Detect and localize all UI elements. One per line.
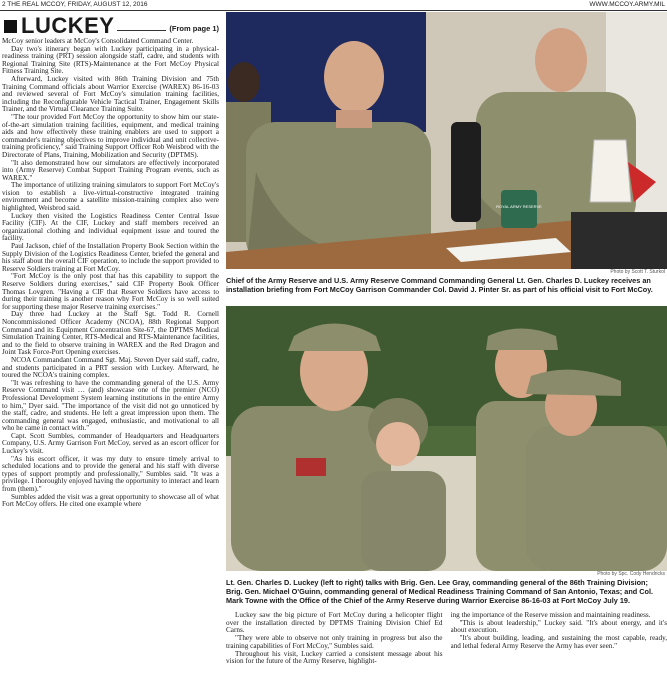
article-paragraph: Throughout his visit, Luckey carried a consistent message about his vision for the future of the Army Reserve, highlight- bbox=[226, 649, 443, 666]
article-paragraph: "The tour provided Fort McCoy the opportunity to show him our state-of-the-art simulation training facilities, equipment, and medical training aids and how effectively these training enablers are used to support a commander's training objectives to improve individual and unit collective-training proficiency," said Training Support Officer Rob Weisbrod with the Directorate of Plans, Training, Mobilization and Security (DPTMS). bbox=[2, 112, 219, 159]
headline-rule bbox=[117, 30, 166, 31]
coffee-mug bbox=[501, 190, 537, 228]
field-photo-illustration bbox=[226, 306, 667, 571]
article-paragraph: Paul Jackson, chief of the Installation Property Book Section within the Supply Division of the Logistics Readiness Center, briefed the general and his staff about the overall CIF operation, to include the support provided to Reserve Soldiers training at Fort McCoy. bbox=[2, 242, 219, 273]
article-paragraph: "This is about leadership," Luckey said. "It's about energy, and it's about execution. bbox=[450, 618, 667, 635]
headline-word: LUCKEY bbox=[21, 13, 115, 38]
photo-briefing bbox=[226, 12, 667, 269]
office-chair bbox=[451, 122, 481, 222]
page-folio: 2 THE REAL MCCOY, FRIDAY, AUGUST 12, 2016 bbox=[2, 1, 148, 8]
page-header bbox=[0, 0, 667, 11]
article-paragraph: "As his escort officer, it was my duty to ensure timely arrival to scheduled locations and to provide the general and his staff with diverse types of support promptly and professionally," Sumbles said. "It was a privilege. I thoroughly enjoyed having the opportunity to interact and learn from (them)." bbox=[2, 454, 219, 494]
mug-text: ROYAL ARMY RESERVE bbox=[496, 204, 542, 209]
website-url[interactable]: WWW.MCCOY.ARMY.MIL bbox=[589, 1, 665, 8]
photo-field-discussion bbox=[226, 306, 667, 571]
article-paragraph: ing the importance of the Reserve mission and maintaining readiness. bbox=[450, 612, 651, 619]
laptop bbox=[571, 212, 667, 269]
text-column bbox=[226, 612, 443, 687]
photo-caption: Lt. Gen. Charles D. Luckey (left to right) talks with Brig. Gen. Lee Gray, commanding general of the 86th Training Division; Brig. Gen. Michael O'Guinn, commanding general of Medical Readiness Training Command of San Antonio, Texas; and Col. Mark Towne with the Office of the Chief of the Army Reserve during Warrior Exercise 86-16-03 at Fort McCoy July 19. bbox=[226, 578, 654, 605]
text-column bbox=[451, 612, 667, 687]
article-paragraph: "It was refreshing to have the commanding general of the U.S. Army Reserve Command visit … (and) showcase one of the premier (NCO) Professional Development System learning institutions in the entire Army to him," Dyer said. "The importance of the visit did not go unnoticed by the staff, cadre, and students. He left a great impression upon them. The commanding general was engaged, enthusiastic, and motivational to all who he came in contact with." bbox=[2, 378, 219, 433]
article-paragraph: NCOA Commandant Command Sgt. Maj. Steven Dyer said staff, cadre, and students participated in a PRT session with Luckey. Afterward, he toured the NCOA's training complex. bbox=[2, 355, 219, 380]
general-right-head bbox=[535, 28, 587, 92]
water-pitcher bbox=[590, 140, 631, 202]
article-paragraph: Luckey then visited the Logistics Readiness Center Central Issue Facility (CIF). At the CIF, Luckey and staff members received an organizational clothing and individual equipment issue and toured the facility. bbox=[2, 211, 219, 243]
bottom-text-columns bbox=[226, 612, 667, 687]
article-paragraph: Luckey saw the big picture of Fort McCoy during a helicopter flight over the installation directed by DPTMS Training Division Chief Ed Carns. bbox=[226, 612, 443, 635]
article-paragraph: "It also demonstrated how our simulators are effectively incorporated into (Army Reserve) Combat Support Training Program events, such as WAREX." bbox=[2, 158, 219, 182]
article-headline bbox=[2, 12, 219, 38]
soldier-body bbox=[361, 471, 446, 571]
photo-credit: Photo by Spc. Cody Hendricks bbox=[597, 571, 665, 577]
article-paragraph: "Fort McCoy is the only post that has this capability to support the Reserve Soldiers during exercises," said CIF Property Book Officer Thomas Lovgren. "Having a CIF that Reserve Soldiers have access to during their training is another reason why Fort McCoy is so well suited for supporting these major Reserve training exercises." bbox=[2, 272, 219, 311]
flag-patch bbox=[296, 458, 326, 476]
soldier-face bbox=[376, 422, 420, 466]
article-paragraph: The importance of utilizing training simulators to support Fort McCoy's vision to establish a live-virtual-constructive integrated training environment and become a satellite mission-training complex also were highlighted, Weisbrod said. bbox=[2, 181, 219, 213]
article-paragraph: McCoy senior leaders at McCoy's Consolidated Command Center. bbox=[2, 37, 194, 45]
jump-line: (From page 1) bbox=[169, 24, 219, 33]
article-paragraph: "They were able to observe not only training in progress but also the training capabilities of Fort McCoy," Sumbles said. bbox=[226, 634, 443, 650]
photo-caption: Chief of the Army Reserve and U.S. Army Reserve Command Commanding General Lt. Gen. Charles D. Luckey receives an installation briefing from Fort McCoy Garrison Commander Col. David J. Pinter Sr. as part of his official visit to Fort McCoy. bbox=[226, 276, 653, 294]
colonel-uniform bbox=[526, 426, 667, 571]
article-paragraph: "It's about building, leading, and sustaining the most capable, ready, and lethal federal Army Reserve the Army has ever seen." bbox=[450, 634, 667, 650]
article-paragraph: Afterward, Luckey visited with 86th Training Division and 75th Training Command officials about Warrior Exercise (WAREX) 86-16-03 and reviewed several of Fort McCoy's simulation training facilities, including the Reconfigurable Vehicle Tactical Trainer, Engagement Skills Trainer, and the Virtual Clearance Training Suite. bbox=[2, 74, 219, 114]
background-soldier-head bbox=[228, 62, 260, 102]
general-left-head bbox=[324, 41, 384, 113]
article-body bbox=[2, 38, 219, 509]
article-paragraph: Day three had Luckey at the Staff Sgt. Todd R. Cornell Noncommissioned Officer Academy (NCOA), 88th Regional Support Command and its Equipment Concentration Site-67, the DPTMS Medical Simulation Training Center, RTS-Medical and RTS-Maintenance facilities, and to the field to observe training in WAREX and the Red Dragon and Joint Task Force-Port Opening exercises. bbox=[2, 310, 219, 357]
briefing-photo-illustration bbox=[226, 12, 667, 269]
article-column bbox=[2, 12, 219, 687]
article-paragraph: Capt. Scott Sumbles, commander of Headquarters and Headquarters Company, U.S. Army Garrison Fort McCoy, served as an escort officer for Luckey's visit. bbox=[2, 431, 219, 456]
general-left-neck bbox=[336, 110, 372, 128]
article-paragraph: Sumbles added the visit was a great opportunity to showcase all of what Fort McCoy offers. He cited one example where bbox=[2, 492, 219, 509]
headline-square-icon bbox=[4, 20, 17, 33]
article-paragraph: Day two's itinerary began with Luckey participating in a physical-readiness training (PRT) session alongside staff, cadre, and students with Regional Training Site (RTS)-Maintenance at the Fort McCoy Physical Fitness Training Site. bbox=[2, 44, 219, 76]
photo-credit: Photo by Scott T. Sturkol bbox=[610, 269, 665, 275]
